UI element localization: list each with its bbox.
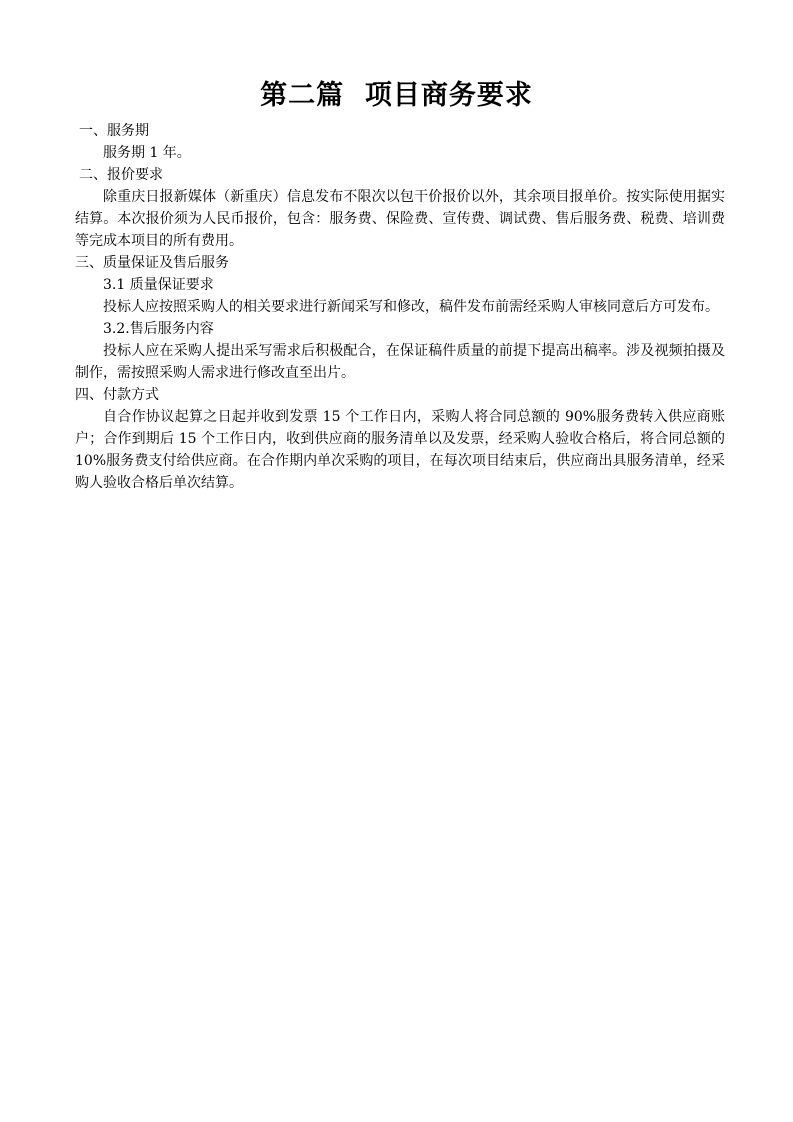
subsection-paragraph-quality: 投标人应按照采购人的相关要求进行新闻采写和修改，稿件发布前需经采购人审核同意后方可发布。 (103, 299, 719, 315)
section-paragraph-payment: 自合作协议起算之日起并收到发票 15 个工作日内，采购人将合同总额的 90%服务费转入供应商账户；合作到期后 15 个工作日内，收到供应商的服务清单以及发票，经采购人验收合格后，将合同总额的 10%服务费支付给供应商。在合作期内单次采购的项目，在每次项目结束后，供应商出具服务清单，经采购人验收合格后单次结算。 (75, 409, 725, 491)
section-heading-payment: 四、付款方式 (75, 387, 159, 403)
section-heading-service-period: 一、服务期 (79, 123, 149, 139)
section-heading-quality-aftersales: 三、质量保证及售后服务 (75, 255, 229, 271)
subsection-heading-aftersales: 3.2.售后服务内容 (103, 321, 214, 337)
section-paragraph-quotation: 除重庆日报新媒体（新重庆）信息发布不限次以包干价报价以外，其余项目报单价。按实际使用据实结算。本次报价须为人民币报价，包含：服务费、保险费、宣传费、调试费、售后服务费、税费、培训费等完成本项目的所有费用。 (75, 189, 725, 249)
section-paragraph-service-period: 服务期 1 年。 (103, 145, 191, 161)
section-heading-quotation: 二、报价要求 (79, 167, 163, 183)
subsection-heading-quality: 3.1 质量保证要求 (103, 277, 214, 293)
page-title: 第二篇 项目商务要求 (260, 80, 533, 111)
subsection-paragraph-aftersales: 投标人应在采购人提出采写需求后积极配合，在保证稿件质量的前提下提高出稿率。涉及视频拍摄及制作，需按照采购人需求进行修改直至出片。 (75, 343, 725, 381)
document-body (75, 120, 725, 494)
